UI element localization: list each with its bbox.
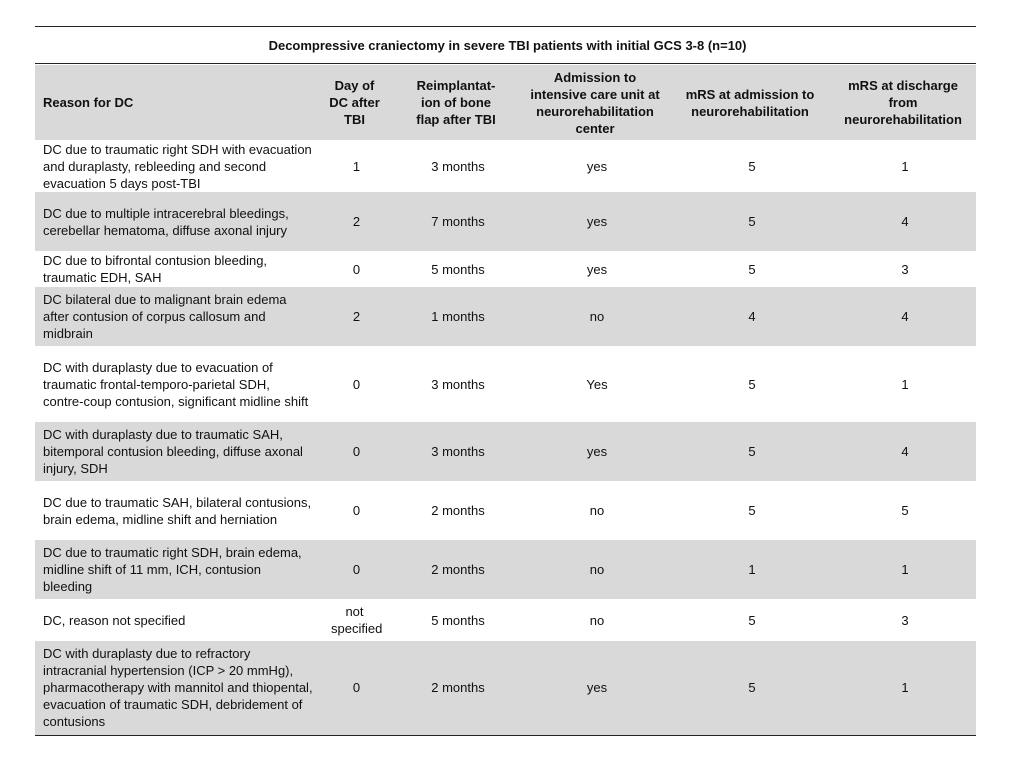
cell-mrs-discharge: 1 bbox=[901, 158, 909, 174]
cell-day: 2 bbox=[317, 287, 392, 346]
cell-mrs-admission: 5 bbox=[748, 158, 756, 174]
cell-admission: yes bbox=[586, 261, 608, 277]
table-row bbox=[35, 481, 976, 540]
cell-mrs-admission: 5 bbox=[748, 261, 756, 277]
cell-day: 0 bbox=[352, 376, 361, 392]
cell-admission: no bbox=[520, 287, 670, 346]
cell-day: 0 bbox=[317, 540, 392, 599]
table-header-row bbox=[35, 65, 976, 140]
cell-reason: DC bilateral due to malignant brain edema after contusion of corpus callosum and midbrain bbox=[35, 287, 317, 346]
cell-mrs-discharge: 4 bbox=[830, 192, 976, 251]
cell-reimplant: 3 months bbox=[431, 376, 485, 392]
cell-day: not specified bbox=[331, 604, 383, 636]
table-row bbox=[35, 192, 976, 251]
table-row bbox=[35, 599, 976, 641]
cell-mrs-discharge: 1 bbox=[830, 540, 976, 599]
cell-mrs-admission: 5 bbox=[748, 612, 756, 628]
cell-reimplant: 3 months bbox=[431, 158, 485, 174]
cell-admission: no bbox=[520, 540, 670, 599]
cell-admission: yes bbox=[520, 422, 670, 481]
table-row bbox=[35, 422, 976, 481]
table-row bbox=[35, 251, 976, 287]
cell-reimplant: 1 months bbox=[392, 287, 520, 346]
cell-reimplant: 5 months bbox=[431, 261, 485, 277]
cell-reimplant: 2 months bbox=[392, 540, 520, 599]
cell-mrs-discharge: 1 bbox=[901, 376, 909, 392]
cell-admission: yes bbox=[586, 158, 608, 174]
cell-reimplant: 3 months bbox=[392, 422, 520, 481]
cell-mrs-admission: 5 bbox=[748, 503, 756, 518]
cell-reason: DC with duraplasty due to traumatic SAH, bitemporal contusion bleeding, diffuse axonal injury, SDH bbox=[35, 422, 317, 481]
cell-day: 0 bbox=[317, 422, 392, 481]
cell-admission: yes bbox=[520, 192, 670, 251]
cell-mrs-admission: 5 bbox=[748, 376, 756, 392]
cell-mrs-discharge: 4 bbox=[830, 287, 976, 346]
cell-day: 0 bbox=[352, 261, 361, 277]
cell-day: 0 bbox=[352, 503, 361, 518]
cell-mrs-admission: 5 bbox=[670, 192, 830, 251]
header-mrs-discharge: mRS at discharge from neurorehabilitation bbox=[830, 65, 976, 140]
cell-reason: DC due to traumatic right SDH, brain edema, midline shift of 11 mm, ICH, contusion bleeding bbox=[35, 540, 317, 599]
cell-reason: DC due to bifrontal contusion bleeding, traumatic EDH, SAH bbox=[43, 253, 268, 285]
cell-reimplant: 7 months bbox=[392, 192, 520, 251]
cell-mrs-discharge: 3 bbox=[901, 261, 909, 277]
table-row bbox=[35, 540, 976, 599]
table-row bbox=[35, 140, 976, 192]
cell-mrs-discharge: 3 bbox=[901, 612, 909, 628]
header-mrs-admission: mRS at admission to neurorehabilitation bbox=[670, 65, 830, 140]
cell-reason: DC with duraplasty due to evacuation of traumatic frontal-temporo-parietal SDH, contre-coup contusion, significant midline shift bbox=[43, 359, 309, 409]
table-row bbox=[35, 346, 976, 422]
cell-reason: DC with duraplasty due to refractory intracranial hypertension (ICP > 20 mmHg), pharmacotherapy with mannitol and thiopental, evacuation of traumatic SDH, debridement of contusions bbox=[35, 641, 317, 735]
cell-reason: DC due to multiple intracerebral bleedings, cerebellar hematoma, diffuse axonal injury bbox=[35, 192, 317, 251]
cell-admission: yes bbox=[520, 641, 670, 735]
cell-mrs-discharge: 1 bbox=[830, 641, 976, 735]
cell-mrs-admission: 5 bbox=[670, 422, 830, 481]
table-title-row bbox=[35, 27, 976, 64]
header-admission: Admission to intensive care unit at neurorehabilitation center bbox=[520, 65, 670, 140]
cell-mrs-discharge: 4 bbox=[830, 422, 976, 481]
table-title: Decompressive craniectomy in severe TBI patients with initial GCS 3-8 (n=10) bbox=[35, 27, 976, 64]
table-row bbox=[35, 287, 976, 346]
header-reason: Reason for DC bbox=[35, 65, 317, 140]
cell-admission: no bbox=[589, 612, 605, 628]
cell-reason: DC, reason not specified bbox=[43, 612, 186, 628]
cell-admission: Yes bbox=[586, 376, 608, 392]
cell-mrs-admission: 4 bbox=[670, 287, 830, 346]
cell-mrs-admission: 5 bbox=[670, 641, 830, 735]
cell-day: 2 bbox=[317, 192, 392, 251]
cell-day: 0 bbox=[317, 641, 392, 735]
header-day: Day of DC after TBI bbox=[317, 65, 392, 140]
dc-outcomes-table bbox=[35, 26, 976, 736]
table-row bbox=[35, 641, 976, 735]
cell-mrs-discharge: 5 bbox=[901, 503, 909, 518]
header-reimplant: Reimplantat-ion of bone flap after TBI bbox=[392, 65, 520, 140]
cell-reimplant: 2 months bbox=[392, 641, 520, 735]
cell-reason: DC due to traumatic SAH, bilateral contusions, brain edema, midline shift and herniation bbox=[43, 494, 312, 527]
cell-admission: no bbox=[589, 503, 605, 518]
cell-day: 1 bbox=[352, 158, 361, 174]
cell-reimplant: 2 months bbox=[431, 503, 485, 518]
cell-reason: DC due to traumatic right SDH with evacuation and duraplasty, rebleeding and second evacuation 5 days post-TBI bbox=[43, 141, 312, 191]
cell-reimplant: 5 months bbox=[431, 612, 485, 628]
cell-mrs-admission: 1 bbox=[670, 540, 830, 599]
